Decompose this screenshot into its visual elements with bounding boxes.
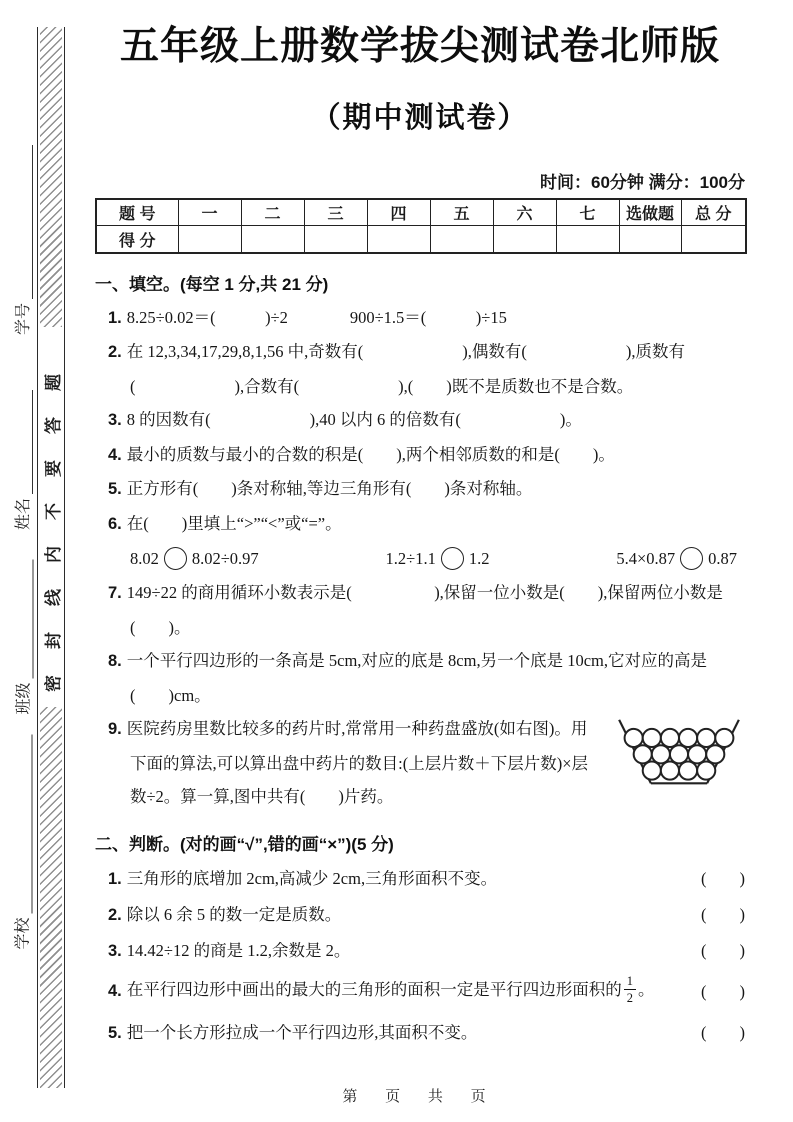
seal-text: 密封线内不要答题 xyxy=(44,348,63,692)
section-fill-heading: 一、填空。(每空 1 分,共 21 分) xyxy=(95,274,329,294)
student-school-field xyxy=(11,735,33,950)
fill-question-4 xyxy=(95,438,745,473)
question-text: 8.25÷0.02＝( )÷2 xyxy=(126,307,288,327)
fraction-denominator: 2 xyxy=(626,990,634,1005)
question-text: 三角形的底增加 2cm,高减少 2cm,三角形面积不变。 xyxy=(126,868,498,888)
question-text-wrap xyxy=(108,976,655,1007)
score-cell xyxy=(304,226,367,253)
question-number: 5. xyxy=(108,480,122,499)
fill-question-6 xyxy=(95,507,745,542)
header-col-3: 三 xyxy=(304,199,367,226)
question-number: 1. xyxy=(108,308,122,327)
page-title: 五年级上册数学拔尖测试卷北师版 xyxy=(119,25,720,68)
question-number: 2. xyxy=(108,343,122,362)
hatch-pattern-top xyxy=(40,27,62,327)
score-table xyxy=(95,198,747,254)
exam-paper xyxy=(95,0,745,1051)
fill-question-8 xyxy=(95,644,745,712)
comparison-item-1 xyxy=(130,542,259,575)
header-col-total: 总 分 xyxy=(681,199,746,226)
question-number: 3. xyxy=(108,941,122,960)
answer-bracket: ( ) xyxy=(701,981,745,1001)
comparison-left: 8.02 xyxy=(130,549,159,569)
section-judge-heading: 二、判断。(对的画“√”,错的画“×”)(5 分) xyxy=(95,834,394,854)
score-cell xyxy=(681,226,746,253)
question-text: 最小的质数与最小的合数的积是( ),两个相邻质数的和是( )。 xyxy=(126,444,615,464)
question-number: 6. xyxy=(108,514,122,533)
question-text: 一个平行四边形的一条高是 5cm,对应的底是 8cm,另一个底是 10cm,它对应的高是( )cm。 xyxy=(126,651,707,705)
header-col-7: 七 xyxy=(556,199,619,226)
question-text: 149÷22 的商用循环小数表示是( ),保留一位小数是( ),保留两位小数是( )。 xyxy=(126,583,723,637)
student-school-label: 学校 xyxy=(14,917,32,950)
fill-question-9 xyxy=(95,712,745,814)
question-text-wrap xyxy=(108,933,350,969)
header-col-2: 二 xyxy=(241,199,304,226)
answer-bracket: ( ) xyxy=(701,868,745,888)
comparison-right: 8.02÷0.97 xyxy=(191,549,259,569)
question-number: 9. xyxy=(108,720,122,739)
answer-bracket: ( ) xyxy=(701,940,745,960)
comparison-item-3 xyxy=(616,542,737,575)
question-text: 在 12,3,34,17,29,8,1,56 中,奇数有( ),偶数有( ),质数有( ),合数有( ),( )既不是质数也不是合数。 xyxy=(126,342,685,396)
question-text: 8 的因数有( ),40 以内 6 的倍数有( )。 xyxy=(126,410,582,430)
page-footer: 第 页 共 页 xyxy=(342,1089,498,1105)
fraction-one-half xyxy=(624,974,636,1005)
judge-question-3 xyxy=(95,933,745,969)
score-table-score-row xyxy=(96,226,746,253)
header-col-5: 五 xyxy=(430,199,493,226)
question-text: 在( )里填上“>”“<”或“=”。 xyxy=(126,513,342,533)
question-number: 8. xyxy=(108,652,122,671)
fill-question-5 xyxy=(95,472,745,507)
score-cell xyxy=(367,226,430,253)
question-number: 2. xyxy=(108,905,122,924)
question-text-wrap xyxy=(108,897,341,933)
question-number: 3. xyxy=(108,411,122,430)
exam-info: 时间：60分钟 满分：100分 xyxy=(540,172,745,192)
header-col-6: 六 xyxy=(493,199,556,226)
score-cell xyxy=(241,226,304,253)
comparison-circle xyxy=(680,547,703,570)
score-cell xyxy=(178,226,241,253)
header-col-4: 四 xyxy=(367,199,430,226)
comparison-right: 1.2 xyxy=(468,549,490,569)
question-text: 除以 6 余 5 的数一定是质数。 xyxy=(126,904,342,924)
question-text: 把一个长方形拉成一个平行四边形,其面积不变。 xyxy=(126,1022,478,1042)
student-name-field xyxy=(11,390,33,530)
student-id-blank-line xyxy=(17,145,33,299)
header-col-1: 一 xyxy=(178,199,241,226)
student-school-blank-line xyxy=(17,735,33,914)
score-cell xyxy=(619,226,681,253)
student-id-field xyxy=(11,145,33,335)
header-question-number: 题 号 xyxy=(96,199,178,226)
judge-question-1 xyxy=(95,861,745,897)
student-class-label: 班级 xyxy=(15,682,33,715)
fill-question-1 xyxy=(95,301,745,336)
question-text: 正方形有( )条对称轴,等边三角形有( )条对称轴。 xyxy=(126,479,533,499)
fill-question-3 xyxy=(95,403,745,438)
question-number: 5. xyxy=(108,1023,122,1042)
score-cell xyxy=(493,226,556,253)
comparison-circle xyxy=(164,547,187,570)
student-id-label: 学号 xyxy=(15,302,32,335)
comparison-left: 5.4×0.87 xyxy=(616,549,676,569)
score-table-header-row xyxy=(96,199,746,226)
question-text: 14.42÷12 的商是 1.2,余数是 2。 xyxy=(126,940,351,960)
judge-question-5 xyxy=(95,1015,745,1051)
comparison-right: 0.87 xyxy=(708,549,737,569)
student-class-field xyxy=(12,560,34,715)
question-number: 4. xyxy=(108,981,122,1000)
question-text: 在平行四边形中画出的最大的三角形的面积一定是平行四边形面积的 xyxy=(126,980,622,1000)
comparison-circle xyxy=(441,547,464,570)
judge-question-4 xyxy=(95,969,745,1015)
question-number: 4. xyxy=(108,445,122,464)
question-number: 7. xyxy=(108,584,122,603)
student-name-blank-line xyxy=(17,390,33,494)
score-cell xyxy=(430,226,493,253)
score-row-label: 得 分 xyxy=(96,226,178,253)
page-subtitle: （期中测试卷） xyxy=(311,101,529,134)
question-text-wrap xyxy=(108,861,497,897)
header-col-optional: 选做题 xyxy=(619,199,681,226)
answer-bracket: ( ) xyxy=(701,1022,745,1042)
question-text-wrap xyxy=(108,1015,477,1051)
student-class-blank-line xyxy=(18,560,34,679)
comparison-line xyxy=(95,541,745,576)
judge-question-2 xyxy=(95,897,745,933)
comparison-item-2 xyxy=(386,542,490,575)
student-name-label: 姓名 xyxy=(15,497,32,530)
fill-question-2 xyxy=(95,335,745,403)
question-text: 医院药房里数比较多的药片时,常常用一种药盘盛放(如右图)。用下面的算法,可以算出盘中药片的数目:(上层片数＋下层片数)×层数÷2。算一算,图中共有( )片药。 xyxy=(126,719,589,807)
comparison-left: 1.2÷1.1 xyxy=(385,549,436,569)
score-cell xyxy=(556,226,619,253)
question-text-suffix: 。 xyxy=(638,980,655,1000)
fraction-numerator: 1 xyxy=(624,974,636,990)
answer-bracket: ( ) xyxy=(701,904,745,924)
fill-question-7 xyxy=(95,576,745,644)
question-number: 1. xyxy=(108,869,122,888)
hatch-pattern-bottom xyxy=(40,707,62,1088)
question-text: 900÷1.5＝( )÷15 xyxy=(349,307,507,327)
pill-tray-figure xyxy=(615,718,743,796)
